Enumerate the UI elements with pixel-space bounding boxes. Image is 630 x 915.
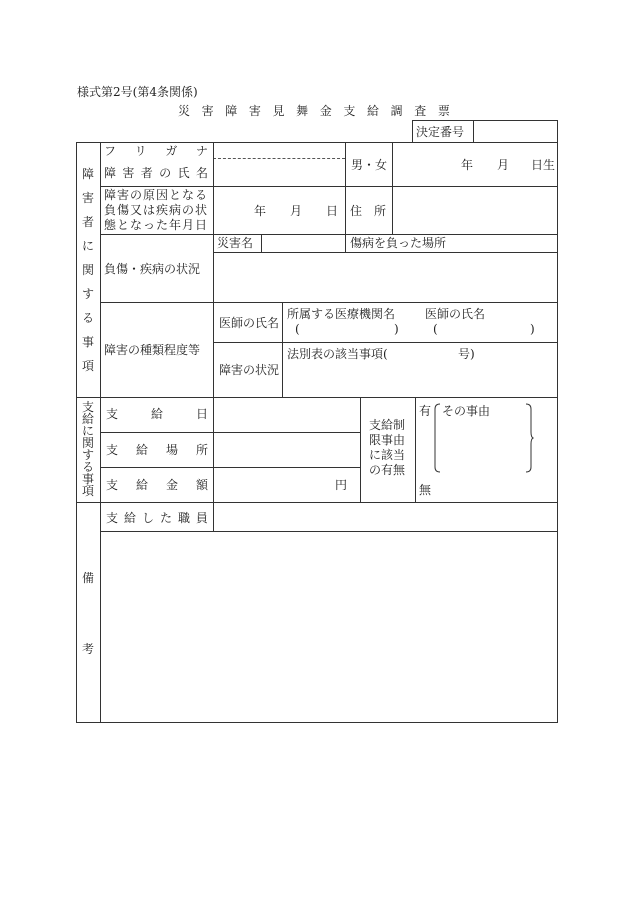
disaster-name-field[interactable] xyxy=(262,235,344,251)
doctor-paren-open: ( xyxy=(433,322,438,336)
appended-table-go: 号) xyxy=(458,347,475,361)
injury-status-label: 負傷・疾病の状況 xyxy=(104,262,201,276)
address-field[interactable] xyxy=(393,187,557,233)
decision-number-label: 決定番号 xyxy=(416,125,465,139)
remarks-label-2: 考 xyxy=(82,642,95,656)
section-payment-label: 支 給 に 関 す る 事 項 xyxy=(82,400,95,498)
reason-brackets xyxy=(432,402,536,474)
dob-year: 年 xyxy=(461,158,474,172)
institution-name-label: 所属する医療機関名 xyxy=(287,307,396,321)
staff-field[interactable] xyxy=(214,503,557,530)
restriction-reason-label: その事由 xyxy=(442,404,491,418)
cause-date-label: 障害の原因となる 負傷又は疾病の状 態となった年月日 xyxy=(104,188,209,232)
furigana-field[interactable] xyxy=(214,143,344,157)
payment-amount-label: 支 給 金 額 xyxy=(106,478,208,492)
doctor-paren-close: ) xyxy=(530,322,535,336)
name-label: 障 害 者 の 氏 名 xyxy=(104,166,208,180)
restriction-yes[interactable]: 有 xyxy=(419,404,432,418)
dob-day: 日生 xyxy=(531,158,556,172)
dob-month: 月 xyxy=(497,158,510,172)
payment-date-label: 支 給 日 xyxy=(106,407,208,421)
decision-number-field[interactable] xyxy=(474,121,557,142)
name-field[interactable] xyxy=(214,160,344,185)
gender-label[interactable]: 男・女 xyxy=(351,158,388,172)
furigana-label: フ リ ガ ナ xyxy=(104,144,208,158)
payment-place-label: 支 給 場 所 xyxy=(106,443,208,457)
injury-status-field[interactable] xyxy=(214,253,557,301)
form-title: 災 害 障 害 見 舞 金 支 給 調 査 票 xyxy=(178,104,450,118)
institution-paren-open: ( xyxy=(295,322,300,336)
remarks-label-1: 備 xyxy=(82,571,95,585)
doctor-name-label: 医師の氏名 xyxy=(219,316,280,330)
disability-status-label: 障害の状況 xyxy=(219,363,280,377)
appended-table-label: 法別表の該当事項( xyxy=(287,347,388,361)
restriction-label: 支給制 限事由 に該当 の有無 xyxy=(369,418,406,477)
staff-label: 支 給 し た 職 員 xyxy=(106,511,208,525)
payment-date-field[interactable] xyxy=(214,398,359,431)
form-number: 様式第2号(第4条関係) xyxy=(77,85,198,99)
disaster-name-label: 災害名 xyxy=(217,236,254,250)
disability-type-label: 障害の種類程度等 xyxy=(104,343,201,357)
section-disabled-person-label: 障 害 者 に 関 す る 事 項 xyxy=(82,167,95,373)
cause-year: 年 xyxy=(254,204,267,218)
payment-place-field[interactable] xyxy=(214,433,359,466)
yen-unit: 円 xyxy=(335,478,348,492)
doctor-name2-label: 医師の氏名 xyxy=(425,307,486,321)
institution-paren-close: ) xyxy=(394,322,399,336)
restriction-no[interactable]: 無 xyxy=(419,483,432,497)
remarks-field[interactable] xyxy=(101,532,557,722)
address-label: 住 所 xyxy=(350,204,387,218)
injury-place-label: 傷病を負った場所 xyxy=(350,236,447,250)
cause-day: 日 xyxy=(326,204,339,218)
cause-month: 月 xyxy=(290,204,303,218)
